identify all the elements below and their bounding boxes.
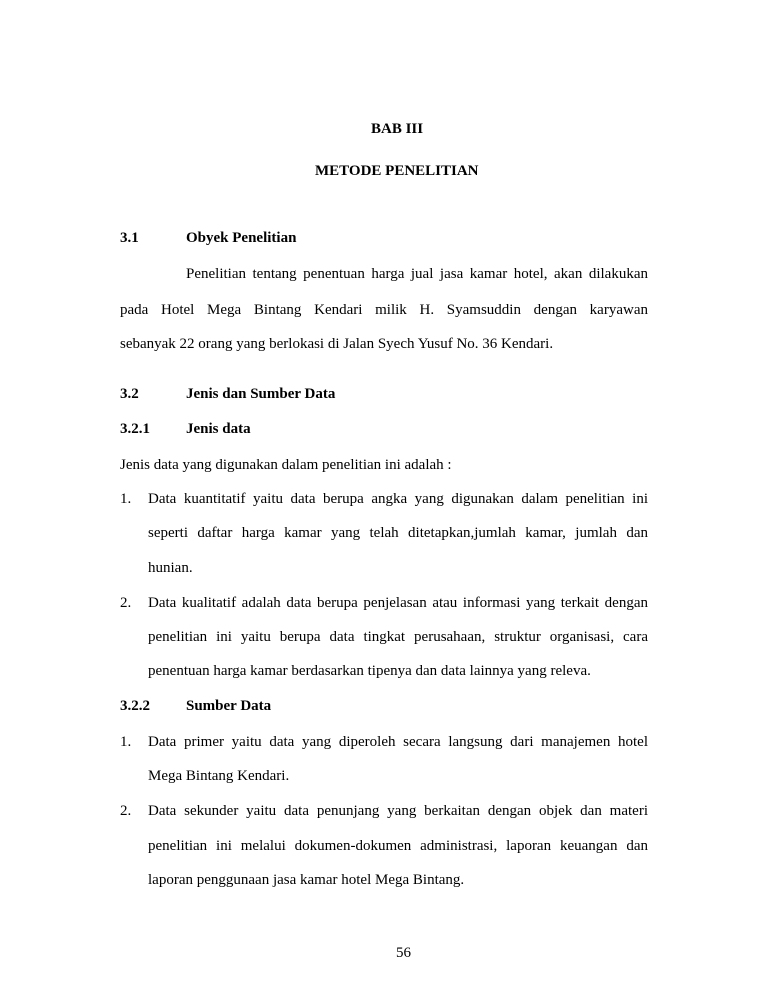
list-item-line: hunian.	[148, 560, 193, 576]
list-item-line: seperti daftar harga kamar yang telah ditetapkan,jumlah kamar, jumlah dan	[148, 525, 648, 541]
list-item-line: laporan penggunaan jasa kamar hotel Mega Bintang.	[148, 872, 465, 888]
section-number-3-2-1: 3.2.1	[120, 421, 150, 437]
section-title-3-2-1: Jenis data	[186, 421, 251, 437]
section-number-3-2-2: 3.2.2	[120, 698, 150, 714]
list-item-line: Mega Bintang Kendari.	[148, 768, 290, 784]
list-marker: 2.	[120, 595, 132, 611]
paragraph-line: Penelitian tentang penentuan harga jual jasa kamar hotel, akan dilakukan	[186, 266, 648, 282]
list-intro: Jenis data yang digunakan dalam penelitian ini adalah :	[120, 457, 452, 473]
section-number-3-2: 3.2	[120, 386, 139, 402]
list-item-line: Data sekunder yaitu data penunjang yang berkaitan dengan objek dan materi	[148, 803, 648, 819]
list-item-line: penentuan harga kamar berdasarkan tipenya dan data lainnya yang releva.	[148, 663, 591, 679]
list-item-line: Data primer yaitu data yang diperoleh secara langsung dari manajemen hotel	[148, 734, 648, 750]
section-title-3-2: Jenis dan Sumber Data	[186, 386, 336, 402]
list-item-line: Data kualitatif adalah data berupa penjelasan atau informasi yang terkait dengan	[148, 595, 648, 611]
list-item-line: penelitian ini yaitu berupa data tingkat perusahaan, struktur organisasi, cara	[148, 629, 648, 645]
chapter-number: BAB III	[371, 121, 424, 137]
list-marker: 1.	[120, 491, 132, 507]
list-item-line: Data kuantitatif yaitu data berupa angka yang digunakan dalam penelitian ini	[148, 491, 648, 507]
section-number-3-1: 3.1	[120, 230, 139, 246]
list-marker: 2.	[120, 803, 132, 819]
chapter-title: METODE PENELITIAN	[315, 163, 479, 179]
list-marker: 1.	[120, 734, 132, 750]
page-number: 56	[396, 945, 411, 961]
section-title-3-1: Obyek Penelitian	[186, 230, 297, 246]
paragraph-line: pada Hotel Mega Bintang Kendari milik H. Syamsuddin dengan karyawan	[120, 302, 648, 318]
section-title-3-2-2: Sumber Data	[186, 698, 272, 714]
paragraph-line: sebanyak 22 orang yang berlokasi di Jalan Syech Yusuf No. 36 Kendari.	[120, 336, 554, 352]
list-item-line: penelitian ini melalui dokumen-dokumen administrasi, laporan keuangan dan	[148, 838, 648, 854]
